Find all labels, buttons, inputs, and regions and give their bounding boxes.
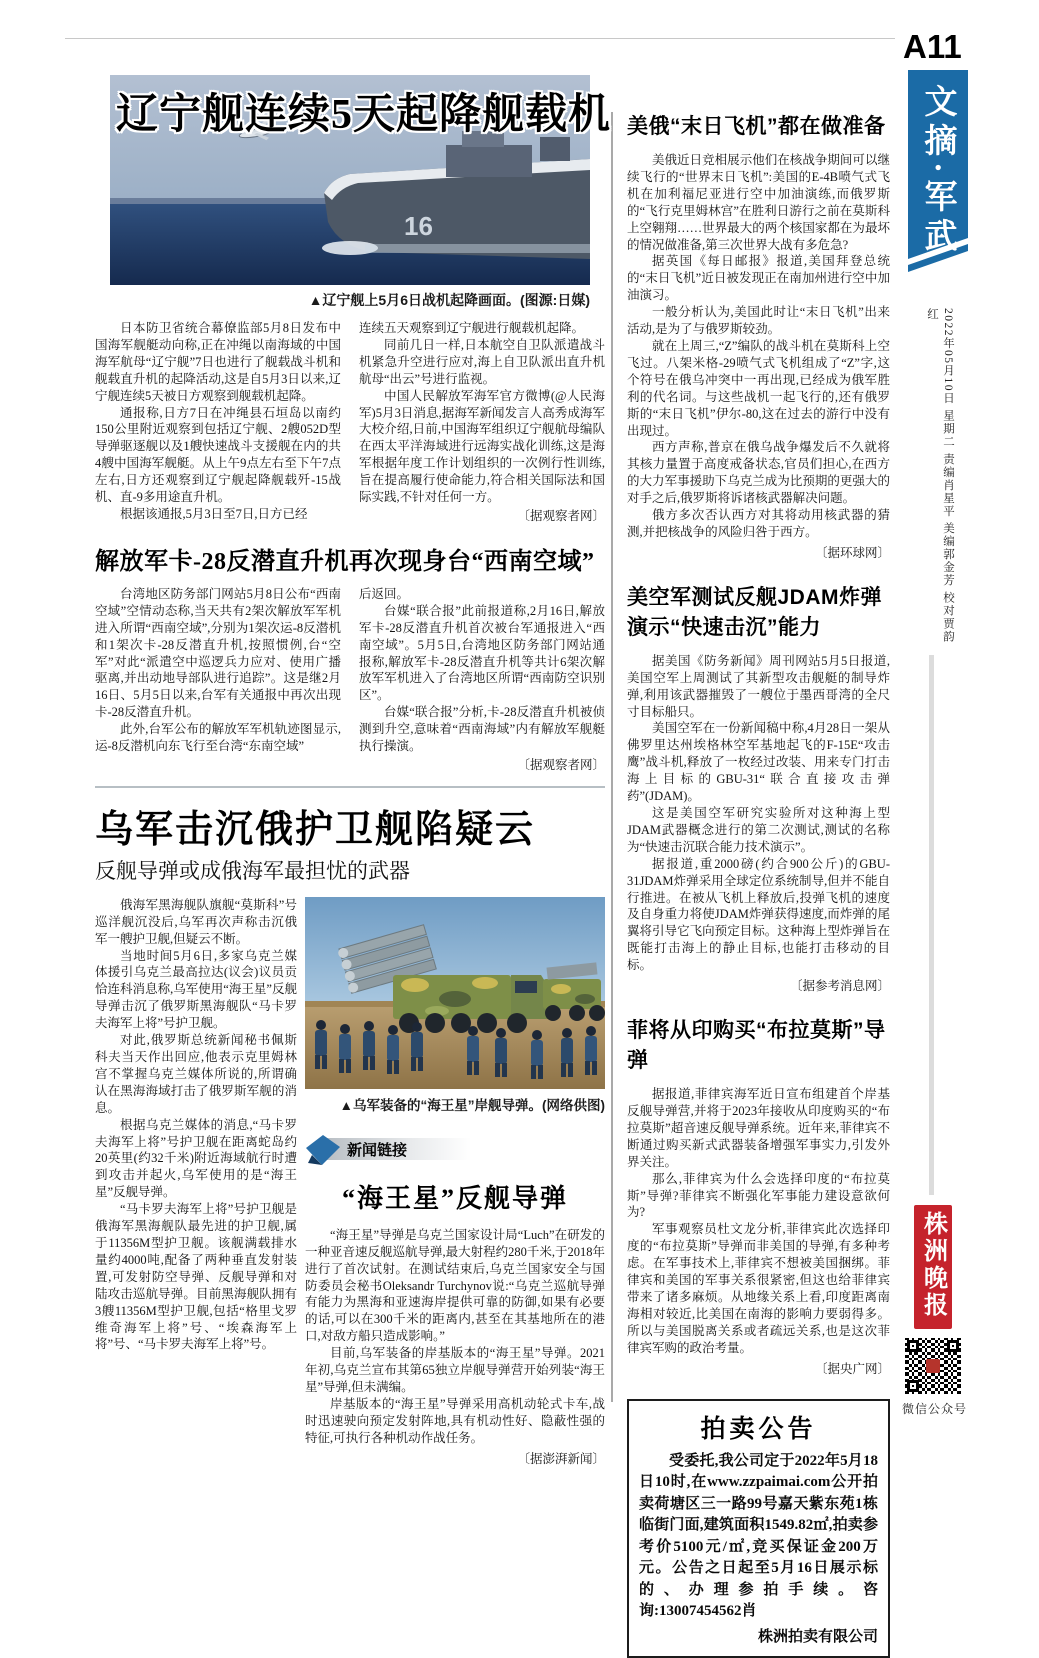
paragraph: 美俄近日竞相展示他们在核战争期间可以继续飞行的“世界末日飞机”:美国的E-4B喷气式飞机在加利福尼亚进行空中加油演练,而俄罗斯的“飞行克里姆林宫”在胜利日游行之前在莫斯科上空翱翔……世界最大的两个核国家都在为最坏的情况做准备,第三次世界大战有多危急? — [627, 153, 890, 252]
auction-signature: 株洲拍卖有限公司 — [757, 1628, 878, 1645]
wechat-qr-code — [905, 1338, 961, 1394]
neptune-photo — [305, 897, 605, 1089]
paragraph: 美国空军在一份新闻稿中称,4月28日一架从佛罗里达州埃格林空军基地起飞的F-15E“攻击鹰”战斗机,释放了一枚经过改装、用来专门打击海上目标的GBU-31“联合直接攻击弹药”(JDAM)。 — [627, 721, 890, 804]
article-jdam-body — [627, 653, 890, 974]
qr-finder-icon — [907, 1380, 919, 1392]
paragraph: 据报道,重2000磅(约合900公斤)的GBU-31JDAM炸弹采用全球定位系统制导,但并不能自行推进。在被从飞机上释放后,投弹飞机的速度及自身重力将使JDAM炸弹获得速度,而炸弹的尾翼将引导它飞向预定目标。这种海上型炸弹旨在既能打击海上的静止目标,也能打击移动的目标。 — [627, 856, 890, 973]
paragraph: 后返回。 — [359, 586, 410, 601]
neptune-sub-body — [305, 1227, 605, 1447]
article-jdam-headline-line1: 美空军测试反舰JDAM炸弹 — [627, 585, 883, 609]
column-divider — [611, 112, 613, 1402]
paragraph: 一般分析认为,美国此时让“末日飞机”出来活动,是为了与俄罗斯较劲。 — [627, 305, 890, 337]
paragraph: 通报称,日方7日在冲绳县石垣岛以南约150公里附近观察到包括辽宁舰、2艘052D型导弹驱逐舰以及1艘快速战斗支援舰在内的共4艘中国海军舰艇。从上午9点左右至下午7点左右,日方还观察到辽宁舰起降舰载歼-15战机、直-9多用途直升机。 — [95, 405, 341, 505]
paragraph: 军事观察员杜文龙分析,菲律宾此次选择印度的“布拉莫斯”导弹而非美国的导弹,有多种考虑。在军事技术上,菲律宾不想被美国捆绑。菲律宾和美国的军事关系很紧密,但这也给菲律宾带来了诸多麻烦。从地缘关系上看,印度距离南海相对较近,比美国在南海的影响力要弱得多。所以与美国脱离关系或者疏远关系,也是这次菲律宾军购的政治考量。 — [627, 1222, 890, 1355]
qr-finder-icon — [947, 1340, 959, 1352]
paragraph: “海王星”导弹是乌克兰国家设计局“Luch”在研发的一种亚音速反舰巡航导弹,最大射程约280千米,于2018年进行了首次试射。在测试结束后,乌克兰国家安全与国防委员会秘书Oleksandr Turchynov说:“乌克兰巡航导弹有能力为黑海和亚速海岸提供可靠的防御,如果有必要的话,可以在300千米的距离内,甚至在其基地所在的港口,对敌方船只造成影响。” — [305, 1227, 606, 1344]
paragraph: 就在上周三,“Z”编队的战斗机在莫斯科上空飞过。八架米格-29喷气式飞机组成了“Z”字,这个符号在俄乌冲突中一再出现,已经成为俄军胜利的代名词。与这些战机一起飞行的,还有俄罗斯的“末日飞机”伊尔-80,这在过去的游行中没有出现过。 — [627, 338, 890, 438]
newslink-tag — [305, 1136, 605, 1162]
article-ukraine-headline: 乌军击沉俄护卫舰陷疑云 — [95, 808, 536, 851]
paragraph: 当地时间5月6日,多家乌克兰媒体援引乌克兰最高拉达(议会)议员贡恰连科消息称,乌军使用“海王星”反舰导弹击沉了俄罗斯黑海舰队“马卡罗夫海军上将”号护卫舰。 — [95, 948, 297, 1031]
paragraph: 俄海军黑海舰队旗舰“莫斯科”号巡洋舰沉没后,乌军再次声称击沉俄军一艘护卫舰,但疑云不断。 — [95, 897, 297, 946]
section-banner — [908, 70, 968, 296]
paragraph: “马卡罗夫海军上将”号护卫舰是俄海军黑海舰队最先进的护卫舰,属于11356M型护卫舰。该舰满载排水量约4000吨,配备了两种垂直发射装置,可发射防空导弹、反舰导弹和对陆攻击巡航导弹。目前黑海舰队拥有3艘11356M型护卫舰,包括“格里戈罗维奇海军上将”号、“埃森海军上将”号、“马卡罗夫海军上将”号。 — [95, 1202, 297, 1352]
article-doomsday-body — [627, 152, 890, 541]
article-jdam-headline-line2: 演示“快速击沉”能力 — [627, 615, 821, 639]
paragraph: 同前几日一样,日本航空自卫队派遣战斗机紧急升空进行应对,海上自卫队派出直升机航母“出云”号进行监视。 — [359, 337, 605, 386]
page-number: A11 — [903, 28, 962, 65]
paragraph: 连续五天观察到辽宁舰进行舰载机起降。 — [359, 321, 585, 335]
paragraph: 根据乌克兰媒体的消息,“马卡罗夫海军上将”号护卫舰在距离蛇岛约20英里(约32千米)附近海域航行时遭到攻击并起火,乌军使用的是“海王星”反舰导弹。 — [95, 1117, 297, 1200]
article-liaoning-headline: 辽宁舰连续5天起降舰载机 — [116, 92, 612, 138]
carrier-photo — [110, 75, 612, 285]
article-ka28-col1 — [95, 586, 341, 774]
article-liaoning-attribution: 〔据观察者网〕 — [517, 508, 605, 523]
article-ukraine — [95, 798, 605, 1467]
article-doomsday-attribution: 〔据环球网〕 — [814, 545, 890, 560]
paragraph: 据美国《防务新闻》周刊网站5月5日报道,美国空军上周测试了其新型攻击舰艇的制导炸弹,利用该武器摧毁了一艘位于墨西哥湾的全尺寸目标船只。 — [627, 653, 890, 719]
brand-banner — [914, 1205, 952, 1329]
auction-notice — [627, 1399, 890, 1658]
neptune-attribution: 〔据澎湃新闻〕 — [517, 1451, 605, 1466]
article-brahmos-headline: 菲将从印购买“布拉莫斯”导弹 — [627, 1019, 886, 1073]
article-ukraine-right-column — [305, 897, 605, 1467]
article-liaoning-col2 — [359, 320, 605, 525]
secondary-column — [627, 112, 890, 1658]
paragraph: 对此,俄罗斯总统新闻秘书佩斯科夫当天作出回应,他表示克里姆林宫不掌握乌克兰媒体所说的,所谓确认在黑海海域打击了俄罗斯军舰的消息。 — [95, 1033, 297, 1115]
qr-center-seal — [926, 1359, 940, 1373]
paragraph: 此外,台军公布的解放军军机轨迹图显示,运-8反潜机向东飞行至台湾“东南空域” — [95, 722, 341, 754]
paragraph: 根据该通报,5月3日至7日,日方已经 — [120, 506, 308, 521]
paragraph: 据英国《每日邮报》报道,美国拜登总统的“末日飞机”近日被发现正在南加州进行空中加油演习。 — [627, 254, 890, 303]
article-ka28-col2 — [359, 586, 605, 774]
article-liaoning — [95, 75, 612, 525]
article-ka28 — [95, 541, 605, 774]
paragraph: 日本防卫省统合幕僚监部5月8日发布中国海军舰艇动向称,正在冲绳以南海域的中国海军航母“辽宁舰”7日也进行了舰载战斗机和舰载直升机的起降活动,这是自5月3日以来,辽宁舰连续5天被日方观察到舰载机起降。 — [95, 321, 341, 403]
article-jdam — [627, 583, 890, 994]
neptune-photo-caption: ▲乌军装备的“海王星”岸舰导弹。(网络供图) — [339, 1097, 605, 1113]
article-doomsday — [627, 112, 890, 561]
article-ka28-headline: 解放军卡-28反潜直升机再次现身台“西南空域” — [95, 548, 595, 575]
paragraph: 中国人民解放军海军官方微博(@人民海军)5月3日消息,据海军新闻发言人高秀成海军大校介绍,日前,中国海军组织辽宁舰航母编队在西太平洋海域进行远海实战化训练,这是海军根据年度工作计划组织的一次例行性训练,旨在提高履行使命能力,符合相关国际法和国际实践,不针对任何一方。 — [359, 388, 605, 505]
date-line: 2022年05月10日 星期二 责编肖星平 美编郭金芳 校对贾韵红 — [926, 308, 954, 644]
article-liaoning-col1 — [95, 320, 341, 525]
paragraph: 那么,菲律宾为什么会选择印度的“布拉莫斯”导弹?菲律宾不断强化军事能力建设意欲何为? — [627, 1171, 890, 1220]
auction-body: 受委托,我公司定于2022年5月18日10时,在www.zzpaimai.com公开拍卖荷塘区三一路99号嘉天紫东苑1栋临街门面,建筑面积1549.82㎡,拍卖参考价5100元/㎡,竞买保证金200万元。公告之日起至5月16日展示标的、办理参拍手续。咨询:13007454562肖 — [639, 1452, 878, 1620]
carrier-photo-caption: ▲辽宁舰上5月6日战机起降画面。(图源:日媒) — [308, 292, 590, 308]
wechat-label: 微信公众号 — [902, 1402, 968, 1416]
paragraph: 西方声称,普京在俄乌战争爆发后不久就将其核力量置于高度戒备状态,官员们担心,在西方的大力军事援助下乌克兰成为比预期的更强大的对手之后,俄罗斯将诉诸核武器解决问题。 — [627, 440, 890, 506]
neptune-sub-headline: “海王星”反舰导弹 — [341, 1183, 568, 1213]
paragraph: 目前,乌军装备的岸基版本的“海王星”导弹。2021年初,乌克兰宣布其第65独立岸舰导弹营开始列装“海王星”导弹,但未满编。 — [305, 1346, 605, 1394]
newslink-label: 新闻链接 — [347, 1141, 408, 1159]
article-brahmos — [627, 1016, 890, 1377]
paragraph: 据报道,菲律宾海军近日宣布组建首个岸基反舰导弹营,并将于2023年接收从印度购买的“布拉莫斯”超音速反舰导弹系统。近年来,菲律宾不断通过购买新式武器装备增强军事实力,引发外界关注。 — [627, 1087, 890, 1169]
auction-title: 拍卖公告 — [700, 1414, 817, 1443]
paragraph: 台媒“联合报”分析,卡-28反潜直升机被侦测到升空,意味着“西南海域”内有解放军舰艇执行操演。 — [359, 705, 605, 754]
paragraph: 台湾地区防务部门网站5月8日公布“西南空域”空情动态称,当天共有2架次解放军军机进入所谓“西南空域”,分别为1架次运-8反潜机和1架次卡-28反潜直升机,按照惯例,台“空军”对此“派遣空中巡逻兵力应对、使用广播驱离,并出动地导部队进行追踪”。这是继2月16日、5月5日以来,台军有关通报中再次出现卡-28反潜直升机。 — [95, 586, 341, 720]
paragraph: 这是美国空军研究实验所对这种海上型JDAM武器概念进行的第二次测试,测试的名称为“快速击沉联合能力技术演示”。 — [627, 806, 890, 854]
paragraph: 俄方多次否认西方对其将动用核武器的猜测,并把核战争的风险归咎于西方。 — [627, 508, 890, 539]
article-ka28-col2-text — [359, 586, 605, 755]
article-doomsday-headline: 美俄“末日飞机”都在做准备 — [627, 115, 886, 138]
paragraph: 岸基版本的“海王星”导弹采用高机动轮式卡车,战时迅速驶向预定发射阵地,具有机动性好、隐蔽性强的特征,可执行各种机动作战任务。 — [305, 1396, 605, 1445]
article-jdam-attribution: 〔据参考消息网〕 — [789, 979, 890, 994]
hull-number: 16 — [404, 211, 433, 241]
article-ukraine-subhead: 反舰导弹或成俄海军最担忧的武器 — [95, 859, 410, 883]
qr-finder-icon — [907, 1340, 919, 1352]
ribbon-bookmark-icon — [305, 1134, 341, 1166]
article-brahmos-attribution: 〔据央广网〕 — [814, 1361, 890, 1376]
brand-name: 株洲晚报 — [919, 1211, 946, 1319]
main-column — [95, 75, 612, 1467]
sidebar-rule — [929, 655, 934, 1195]
article-ka28-attribution: 〔据观察者网〕 — [517, 757, 605, 772]
article-ukraine-left-column — [95, 897, 297, 1353]
neptune-photo-art — [305, 897, 605, 1089]
paragraph: 台媒“联合报”此前报道称,2月16日,解放军卡-28反潜直升机首次被台军通报进入“西南空域”。5月5日,台湾地区防务部门网站通报称,解放军卡-28反潜直升机等共计6架次解放军军机进入了台湾地区所谓“西南防空识别区”。 — [359, 603, 605, 703]
section-separator — [95, 786, 605, 788]
top-rule — [65, 38, 895, 39]
article-brahmos-body — [627, 1086, 890, 1357]
section-title: 文摘·军武 — [919, 84, 956, 258]
article-liaoning-col2-text — [359, 320, 605, 506]
